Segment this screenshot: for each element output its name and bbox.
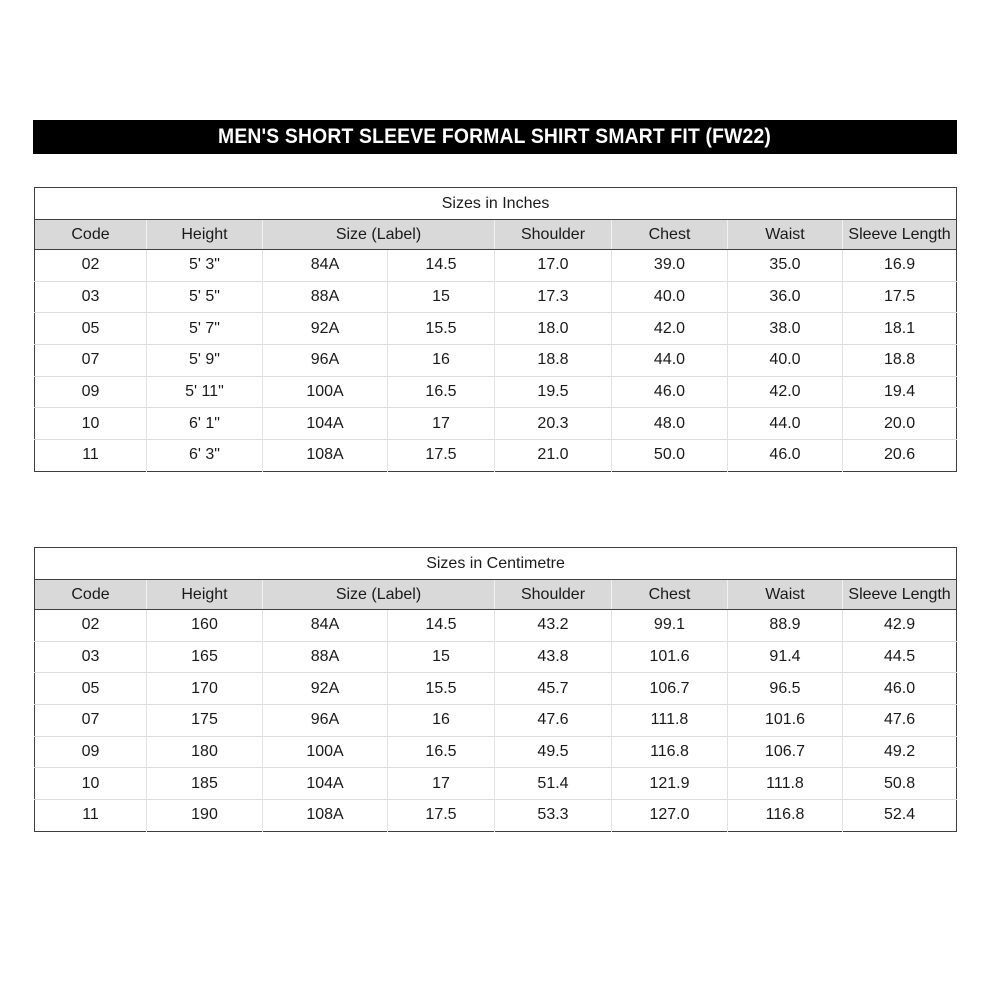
table-cell: 16 [388,705,495,737]
table-cell: 15.5 [388,673,495,705]
table-cell: 20.3 [495,408,612,440]
column-header-height: Height [147,580,263,610]
table-cell: 18.1 [843,313,957,345]
table-cell: 40.0 [728,345,843,377]
table-cell: 101.6 [612,641,728,673]
table-cell: 96A [263,345,388,377]
table-cell: 44.5 [843,641,957,673]
table-cell: 16.9 [843,250,957,282]
table-cell: 5' 3" [147,250,263,282]
table-cell: 46.0 [728,440,843,472]
table-cell: 17.3 [495,281,612,313]
table-row [35,705,957,737]
table-cell: 5' 7" [147,313,263,345]
table-cell: 17.5 [843,281,957,313]
table-cell: 14.5 [388,610,495,642]
table-cell: 104A [263,408,388,440]
column-header-shoulder: Shoulder [495,220,612,250]
table-cell: 47.6 [843,705,957,737]
table-cell: 16 [388,345,495,377]
table-cell: 101.6 [728,705,843,737]
table-cell: 50.8 [843,768,957,800]
table-cell: 39.0 [612,250,728,282]
table-cell: 44.0 [612,345,728,377]
table-cell: 50.0 [612,440,728,472]
column-header-code: Code [35,580,147,610]
table-cell: 127.0 [612,800,728,832]
table-header-row [35,220,957,250]
table-cell: 106.7 [728,736,843,768]
table-cell: 121.9 [612,768,728,800]
column-header-chest: Chest [612,220,728,250]
table-cell: 6' 3" [147,440,263,472]
table-cell: 18.8 [843,345,957,377]
table-cell: 17.5 [388,800,495,832]
table-cell: 20.0 [843,408,957,440]
table-cell: 5' 11" [147,376,263,408]
table-cell: 84A [263,610,388,642]
table-cell: 09 [35,736,147,768]
table-cell: 49.5 [495,736,612,768]
table-cell: 11 [35,800,147,832]
column-header-height: Height [147,220,263,250]
table-header-row [35,580,957,610]
table-cell: 17 [388,768,495,800]
table-cell: 10 [35,408,147,440]
table-cell: 16.5 [388,376,495,408]
table-cell: 38.0 [728,313,843,345]
table-cell: 52.4 [843,800,957,832]
table-cell: 88A [263,281,388,313]
table-cell: 92A [263,673,388,705]
table-cell: 116.8 [728,800,843,832]
table-cell: 09 [35,376,147,408]
table-cell: 03 [35,281,147,313]
table-cell: 5' 5" [147,281,263,313]
column-header-size-label: Size (Label) [263,220,495,250]
table-cell: 14.5 [388,250,495,282]
table-cell: 6' 1" [147,408,263,440]
table-cell: 05 [35,673,147,705]
table-cell: 175 [147,705,263,737]
column-header-waist: Waist [728,580,843,610]
table-cell: 15 [388,641,495,673]
table-caption: Sizes in Inches [35,188,957,220]
table-cell: 96A [263,705,388,737]
table-cell: 49.2 [843,736,957,768]
page-title: MEN'S SHORT SLEEVE FORMAL SHIRT SMART FIT (FW22) [218,125,772,148]
table-cell: 17 [388,408,495,440]
table-cell: 111.8 [612,705,728,737]
table-cell: 17.5 [388,440,495,472]
table-cell: 88.9 [728,610,843,642]
table-cell: 19.4 [843,376,957,408]
table-row [35,250,957,282]
table-cell: 46.0 [843,673,957,705]
table-cell: 180 [147,736,263,768]
table-cell: 17.0 [495,250,612,282]
table-row [35,376,957,408]
table-cell: 165 [147,641,263,673]
table-cell: 11 [35,440,147,472]
table-cell: 15.5 [388,313,495,345]
table-cell: 35.0 [728,250,843,282]
column-header-waist: Waist [728,220,843,250]
table-cell: 88A [263,641,388,673]
title-bar [33,120,957,154]
table-cell: 99.1 [612,610,728,642]
table-cell: 42.0 [612,313,728,345]
column-header-shoulder: Shoulder [495,580,612,610]
table-cell: 20.6 [843,440,957,472]
table-cell: 92A [263,313,388,345]
table-cell: 46.0 [612,376,728,408]
size-table [34,187,957,472]
table-cell: 15 [388,281,495,313]
table-cell: 108A [263,440,388,472]
table-cell: 10 [35,768,147,800]
table-row [35,440,957,472]
table-row [35,345,957,377]
table-caption: Sizes in Centimetre [35,548,957,580]
table-cell: 40.0 [612,281,728,313]
table-caption-row [35,548,957,580]
table-cell: 19.5 [495,376,612,408]
table-sizes-inches [34,187,956,472]
column-header-size-label: Size (Label) [263,580,495,610]
table-row [35,313,957,345]
column-header-sleeve-length: Sleeve Length [843,220,957,250]
table-cell: 51.4 [495,768,612,800]
table-cell: 100A [263,736,388,768]
table-caption-row [35,188,957,220]
table-cell: 03 [35,641,147,673]
table-cell: 185 [147,768,263,800]
table-cell: 111.8 [728,768,843,800]
table-cell: 106.7 [612,673,728,705]
table-row [35,281,957,313]
table-cell: 84A [263,250,388,282]
table-cell: 53.3 [495,800,612,832]
table-cell: 18.8 [495,345,612,377]
table-cell: 18.0 [495,313,612,345]
table-cell: 190 [147,800,263,832]
table-row [35,641,957,673]
table-cell: 42.0 [728,376,843,408]
table-cell: 100A [263,376,388,408]
table-cell: 48.0 [612,408,728,440]
table-cell: 47.6 [495,705,612,737]
table-cell: 44.0 [728,408,843,440]
table-cell: 108A [263,800,388,832]
table-row [35,610,957,642]
table-cell: 96.5 [728,673,843,705]
column-header-sleeve-length: Sleeve Length [843,580,957,610]
table-row [35,673,957,705]
table-cell: 05 [35,313,147,345]
table-cell: 07 [35,705,147,737]
table-cell: 43.2 [495,610,612,642]
table-cell: 116.8 [612,736,728,768]
table-cell: 104A [263,768,388,800]
size-table [34,547,957,832]
table-cell: 02 [35,610,147,642]
table-cell: 160 [147,610,263,642]
table-cell: 21.0 [495,440,612,472]
table-cell: 36.0 [728,281,843,313]
table-cell: 45.7 [495,673,612,705]
table-cell: 02 [35,250,147,282]
table-cell: 16.5 [388,736,495,768]
table-sizes-centimetre [34,547,956,832]
table-row [35,408,957,440]
table-cell: 43.8 [495,641,612,673]
table-cell: 5' 9" [147,345,263,377]
column-header-chest: Chest [612,580,728,610]
table-row [35,768,957,800]
table-row [35,800,957,832]
table-cell: 91.4 [728,641,843,673]
table-cell: 07 [35,345,147,377]
table-row [35,736,957,768]
table-cell: 42.9 [843,610,957,642]
table-cell: 170 [147,673,263,705]
column-header-code: Code [35,220,147,250]
